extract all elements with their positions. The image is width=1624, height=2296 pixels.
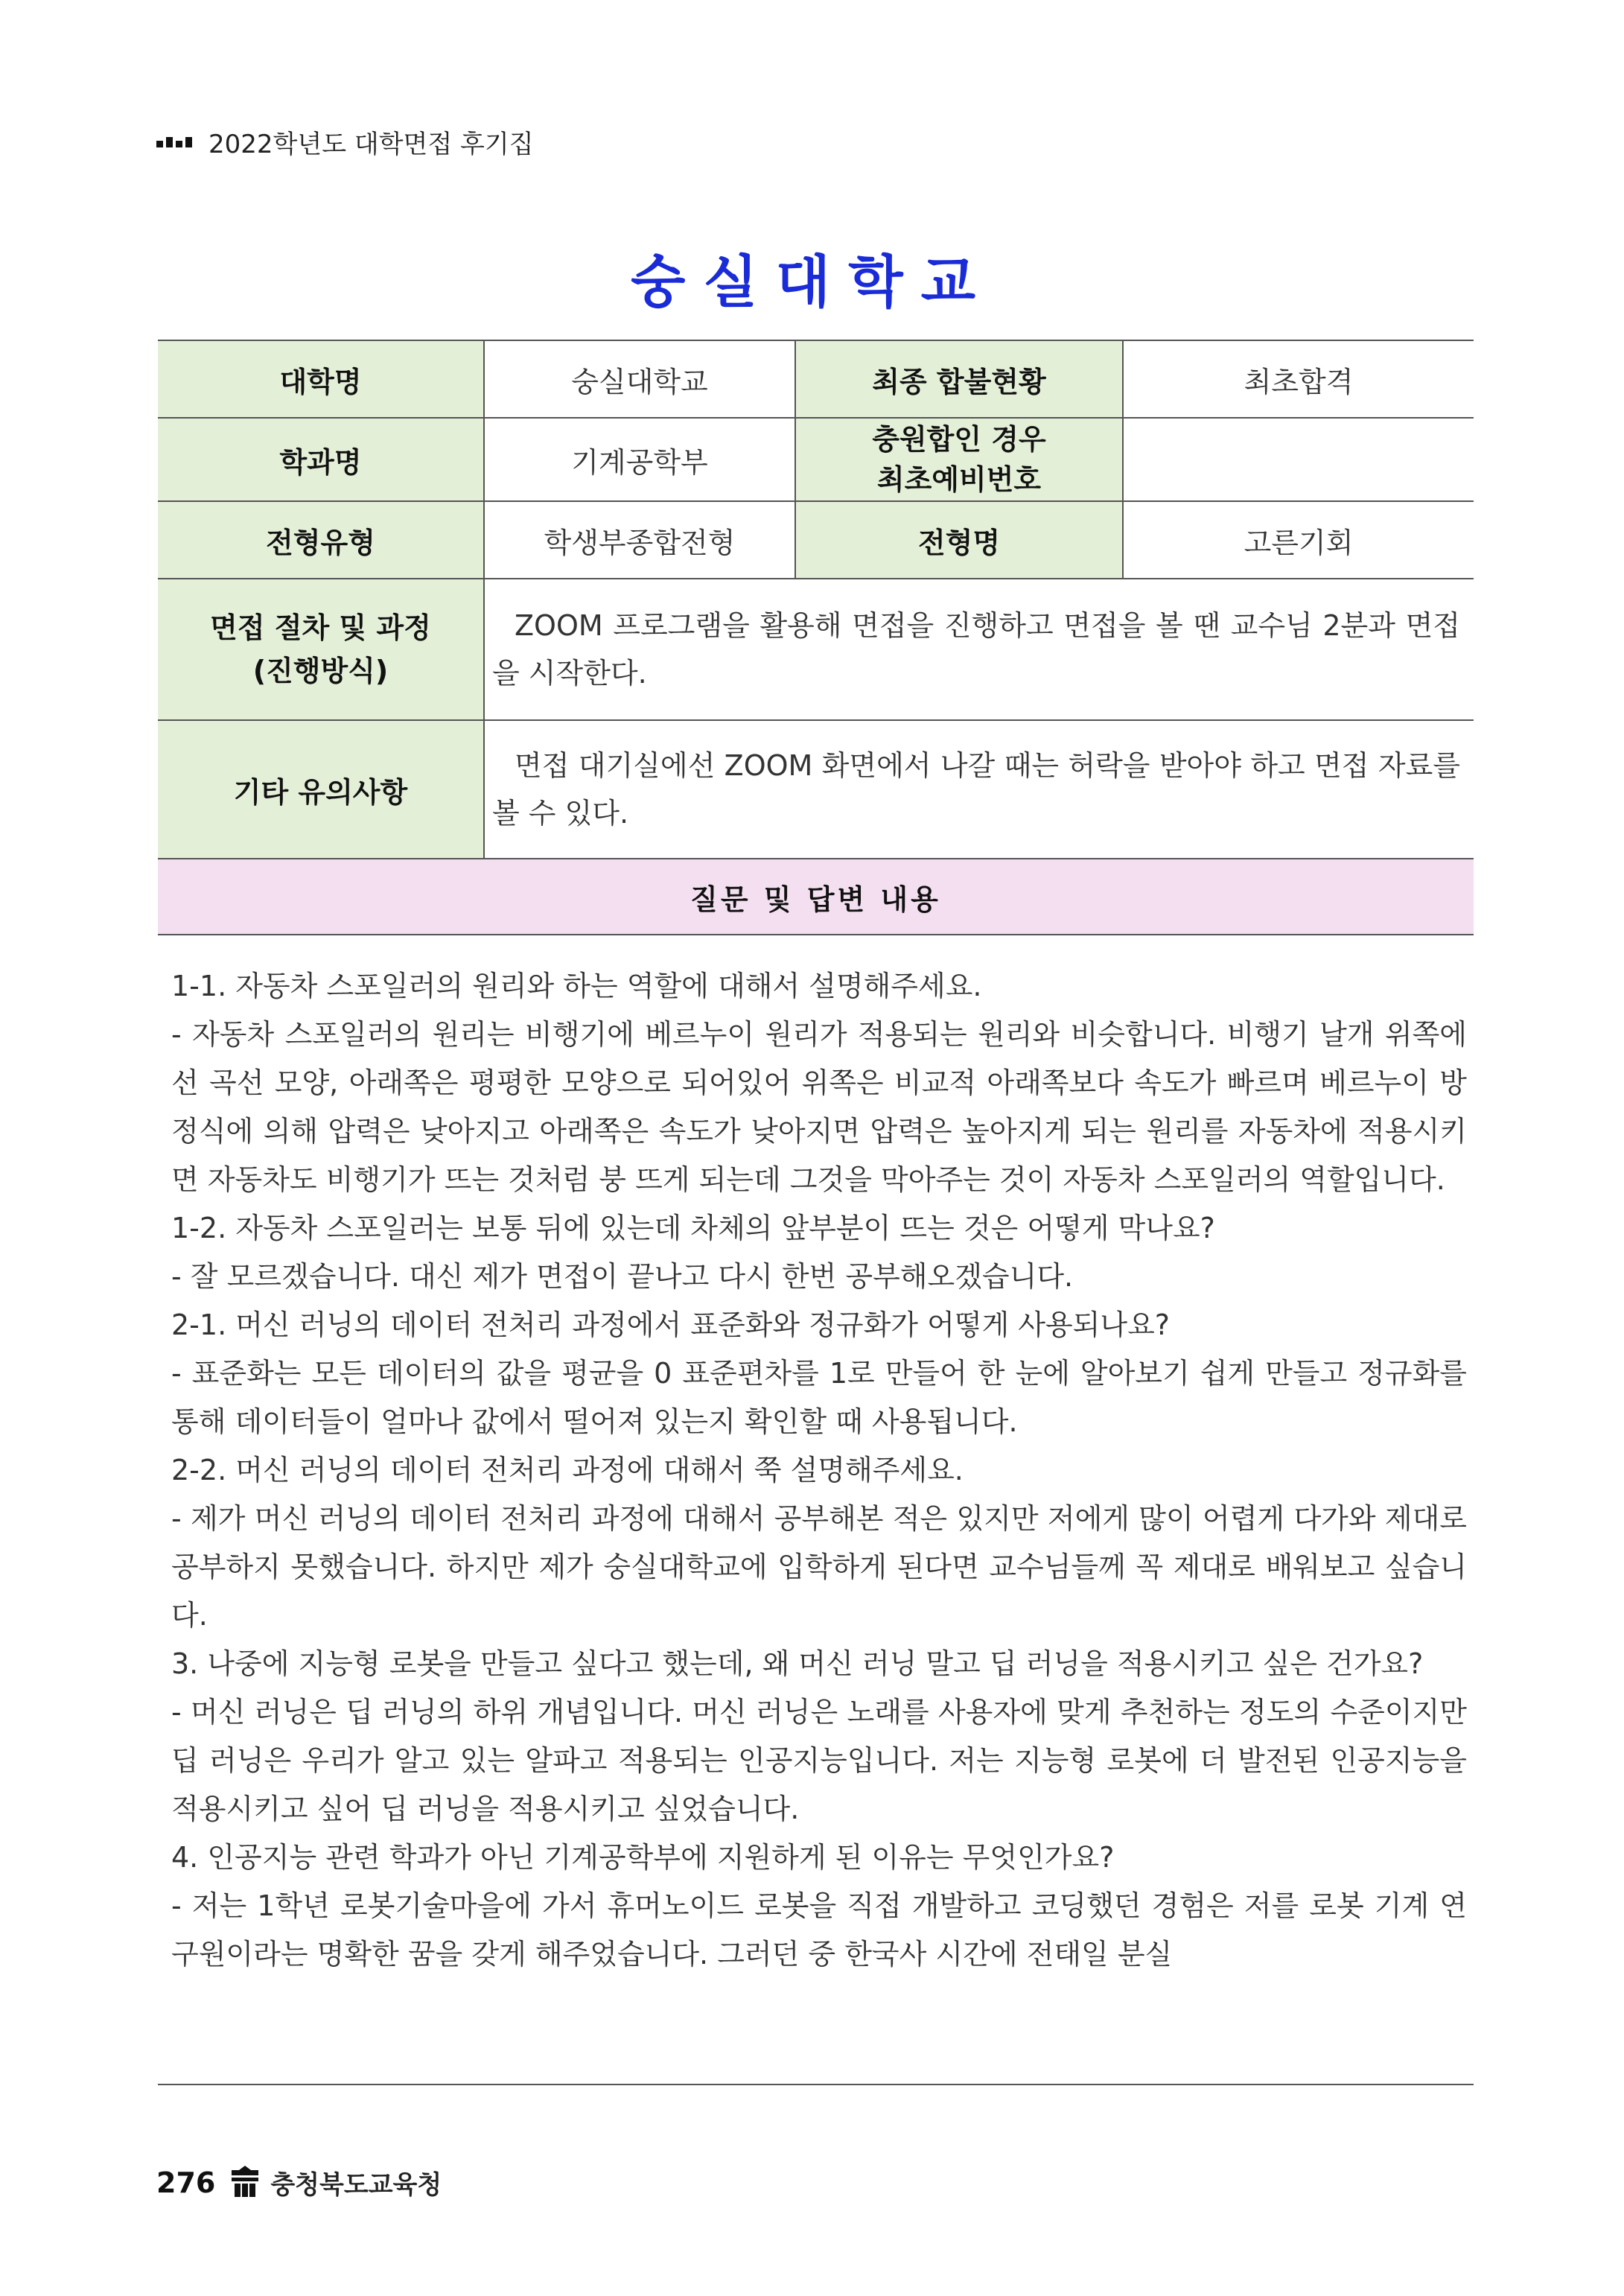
value-department: 기계공학부 (484, 418, 795, 501)
value-notes (484, 720, 1474, 859)
label-interview-process-line1: 면접 절차 및 과정 (210, 611, 431, 644)
answer-4: - 저는 1학년 로봇기술마을에 가서 휴머노이드 로봇을 직접 개발하고 코딩했던 경험은 저를 로봇 기계 연구원이라는 명확한 꿈을 갖게 해주었습니다. 그러던 중 한국사 시간에 전태일 분실 (171, 1889, 1467, 1971)
label-department: 학과명 (158, 418, 484, 501)
info-row-admission-type (158, 501, 1474, 579)
running-title: 2022학년도 대학면접 후기집 (208, 130, 534, 159)
answer-1-1: - 자동차 스포일러의 원리는 비행기에 베르누이 원리가 적용되는 원리와 비슷합니다. 비행기 날개 위쪽에선 곡선 모양, 아래쪽은 평평한 모양으로 되어있어 위쪽은 비교적 아래쪽보다 속도가 빠르며 베르누이 방정식에 의해 압력은 낮아지고 아래쪽은 속도가 낮아지면 압력은 높아지게 되는 원리를 자동차에 적용시키면 자동차도 비행기가 뜨는 것처럼 붕 뜨게 되는데 그것을 막아주는 것이 자동차 스포일러의 역할입니다. (171, 1018, 1467, 1196)
value-admission-name: 고른기회 (1123, 501, 1474, 579)
label-interview-process (158, 579, 484, 720)
content-bottom-rule (158, 2084, 1474, 2085)
label-university: 대학명 (158, 340, 484, 418)
info-row-department (158, 418, 1474, 501)
value-waitlist (1123, 418, 1474, 501)
answer-3: - 머신 러닝은 딥 러닝의 하위 개념입니다. 머신 러닝은 노래를 사용자에 맞게 추천하는 정도의 수준이지만 딥 러닝은 우리가 알고 있는 알파고 적용되는 인공지능입니다. 저는 지능형 로봇에 더 발전된 인공지능을 적용시키고 싶어 딥 러닝을 적용시키고 싶었습니다. (171, 1696, 1467, 1825)
qa-section-header: 질문 및 답변 내용 (158, 859, 1474, 935)
label-waitlist-line1: 충원합인 경우 (872, 423, 1046, 456)
interview-process-text: ZOOM 프로그램을 활용해 면접을 진행하고 면접을 볼 땐 교수님 2분과 면접을 시작한다. (492, 609, 1460, 690)
question-3: 3. 나중에 지능형 로봇을 만들고 싶다고 했는데, 왜 머신 러닝 말고 딥 러닝을 적용시키고 싶은 건가요? (171, 1647, 1424, 1680)
value-final-result: 최초합격 (1123, 340, 1474, 418)
question-4: 4. 인공지능 관련 학과가 아닌 기계공학부에 지원하게 된 이유는 무엇인가요? (171, 1841, 1115, 1874)
value-university: 숭실대학교 (484, 340, 795, 418)
page-title: 숭실대학교 (630, 249, 994, 315)
answer-2-1: - 표준화는 모든 데이터의 값을 평균을 0 표준편차를 1로 만들어 한 눈에 알아보기 쉽게 만들고 정규화를 통해 데이터들이 얼마나 값에서 떨어져 있는지 확인할 때 사용됩니다. (171, 1357, 1467, 1438)
label-final-result: 최종 합불현황 (795, 340, 1123, 418)
question-2-1: 2-1. 머신 러닝의 데이터 전처리 과정에서 표준화와 정규화가 어떻게 사용되나요? (171, 1308, 1170, 1341)
question-2-2: 2-2. 머신 러닝의 데이터 전처리 과정에 대해서 쭉 설명해주세요. (171, 1454, 964, 1486)
label-waitlist-line2: 최초예비번호 (876, 463, 1042, 496)
answer-2-2: - 제가 머신 러닝의 데이터 전처리 과정에 대해서 공부해본 적은 있지만 저에게 많이 어렵게 다가와 제대로 공부하지 못했습니다. 하지만 제가 숭실대학교에 입학하게 된다면 교수님들께 꼭 제대로 배워보고 싶습니다. (171, 1502, 1467, 1632)
info-row-university (158, 340, 1474, 418)
info-row-qa-header (158, 859, 1474, 935)
question-1-1: 1-1. 자동차 스포일러의 원리와 하는 역할에 대해서 설명해주세요. (171, 970, 982, 1002)
running-header (156, 124, 534, 160)
label-admission-name: 전형명 (795, 501, 1123, 579)
label-waitlist (795, 418, 1123, 501)
page-number: 276 (156, 2166, 216, 2199)
label-notes: 기타 유의사항 (158, 720, 484, 859)
label-admission-type: 전형유형 (158, 501, 484, 579)
header-mark-icon (156, 137, 195, 147)
answer-1-2: - 잘 모르겠습니다. 대신 제가 면접이 끝나고 다시 한번 공부해오겠습니다. (171, 1260, 1074, 1293)
value-admission-type: 학생부종합전형 (484, 501, 795, 579)
question-1-2: 1-2. 자동차 스포일러는 보통 뒤에 있는데 차체의 앞부분이 뜨는 것은 어떻게 막나요? (171, 1212, 1215, 1244)
label-interview-process-line2: (진행방식) (252, 655, 389, 687)
organization-name: 충청북도교육청 (270, 2170, 442, 2200)
value-interview-process (484, 579, 1474, 720)
info-row-interview-process (158, 579, 1474, 720)
page-footer (156, 2164, 442, 2201)
notes-text: 면접 대기실에선 ZOOM 화면에서 나갈 때는 허락을 받아야 하고 면접 자료를 볼 수 있다. (492, 749, 1460, 830)
info-row-notes (158, 720, 1474, 859)
info-table (158, 340, 1474, 935)
qa-content (171, 962, 1467, 1979)
education-office-logo-icon (229, 2166, 261, 2200)
